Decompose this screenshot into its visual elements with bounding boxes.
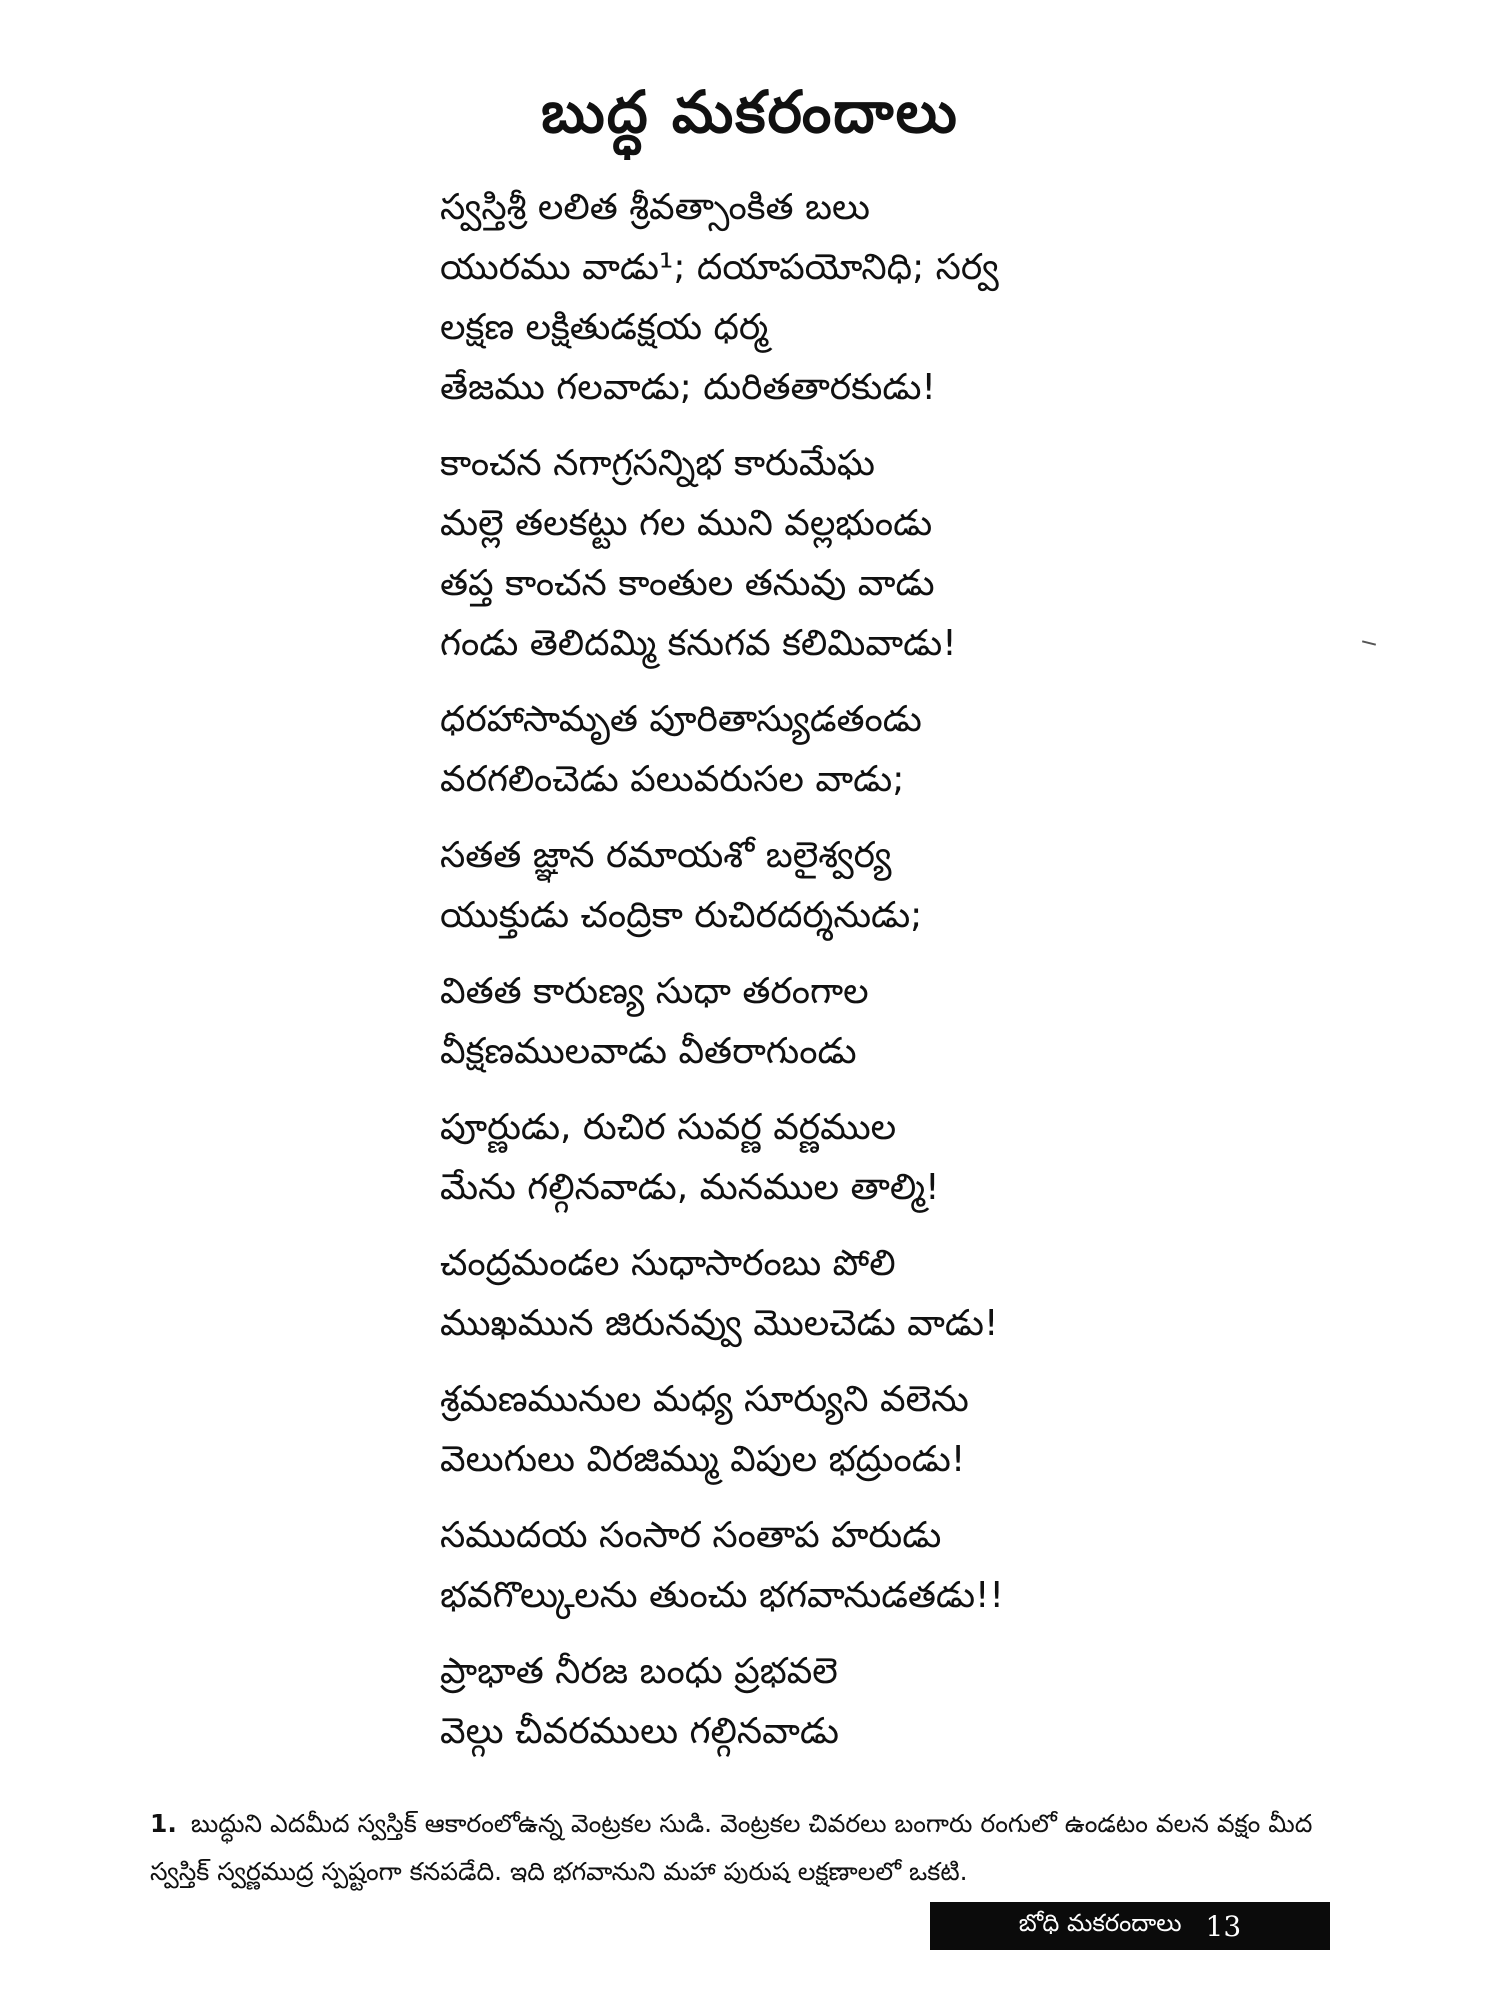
- poem-line: వెలుగులు విరజిమ్ము విపుల భద్రుండు!: [440, 1439, 966, 1480]
- poem-line: కాంచన నగాగ్రసన్నిభ కారుమేఘ: [440, 443, 876, 484]
- footnote-text: బుద్ధుని ఎదమీద స్వస్తిక్ ఆకారంలోఉన్న వెంట్రకల సుడి. వెంట్రకల చివరలు బంగారు రంగులో ఉండటం వలన వక్షం మీద స్వస్తిక్ స్వర్ణముద్ర స్పష్టంగా కనపడేది. ఇది భగవానుని మహా పురుష లక్షణాలలో ఒకటి.: [150, 1809, 1313, 1886]
- poem-line: చంద్రమండల సుధాసారంబు పోలి: [440, 1243, 896, 1284]
- stanza-2: [440, 434, 1440, 674]
- poem-line: వితత కారుణ్య సుధా తరంగాల: [440, 971, 869, 1012]
- poem-line: సముదయ సంసార సంతాప హరుడు: [440, 1515, 942, 1556]
- poem-line: వీక్షణములవాడు వీతరాగుండు: [440, 1031, 857, 1072]
- poem-line: పూర్ణుడు, రుచిర సువర్ణ వర్ణముల: [440, 1107, 897, 1148]
- poem-line: శ్రమణమునుల మధ్య సూర్యుని వలెను: [440, 1379, 969, 1420]
- poem-line: లక్షణ లక్షితుడక్షయ ధర్మ: [440, 307, 769, 348]
- footnote-marker: 1.: [150, 1809, 177, 1838]
- stanza-8: [440, 1370, 1440, 1490]
- footer-page-label: [930, 1902, 1330, 1950]
- poem-line: తేజము గలవాడు; దురితతారకుడు!: [440, 367, 936, 408]
- poem-line: భవగొల్కులను తుంచు భగవానుడతడు!!: [440, 1575, 1004, 1616]
- poem-line: తప్త కాంచన కాంతుల తనువు వాడు: [440, 563, 935, 604]
- stanza-10: [440, 1642, 1440, 1762]
- stanza-4: [440, 826, 1440, 946]
- stanza-1: [440, 178, 1440, 418]
- page-number: 13: [1205, 1909, 1242, 1943]
- poem-line: ముఖమున జిరునవ్వు మొలచెడు వాడు!: [440, 1303, 999, 1344]
- stanza-5: [440, 962, 1440, 1082]
- page-title: బుద్ధ మకరందాలు: [541, 78, 959, 146]
- poem-line: గండు తెలిదమ్మి కనుగవ కలిమివాడు!: [440, 623, 957, 664]
- footer-book-title: బోధి మకరందాలు: [1018, 1909, 1182, 1937]
- poem: [440, 178, 1440, 1778]
- poem-line: వెల్గు చీవరములు గల్గినవాడు: [440, 1711, 839, 1752]
- poem-line: ప్రాభాత నీరజ బంధు ప్రభవలె: [440, 1651, 838, 1692]
- stanza-3: [440, 690, 1440, 810]
- poem-line: యుక్తుడు చంద్రికా రుచిరదర్శనుడు;: [440, 895, 923, 936]
- poem-line: మేను గల్గినవాడు, మనముల తాల్మి!: [440, 1167, 940, 1208]
- poem-line: ధరహాసామృత పూరితాస్యుడతండు: [440, 699, 922, 740]
- poem-line: వరగలించెడు పలువరుసల వాడు;: [440, 759, 905, 800]
- poem-line: మల్లె తలకట్టు గల ముని వల్లభుండు: [440, 503, 933, 544]
- stanza-6: [440, 1098, 1440, 1218]
- stanza-9: [440, 1506, 1440, 1626]
- stanza-7: [440, 1234, 1440, 1354]
- footnote: [150, 1800, 1330, 1896]
- poem-line: యురము వాడు¹; దయాపయోనిధి; సర్వ: [440, 247, 999, 288]
- poem-line: సతత జ్ఞాన రమాయశో బలైశ్వర్య: [440, 835, 892, 876]
- poem-line: స్వస్తిశ్రీ లలిత శ్రీవత్సాంకిత బలు: [440, 187, 870, 228]
